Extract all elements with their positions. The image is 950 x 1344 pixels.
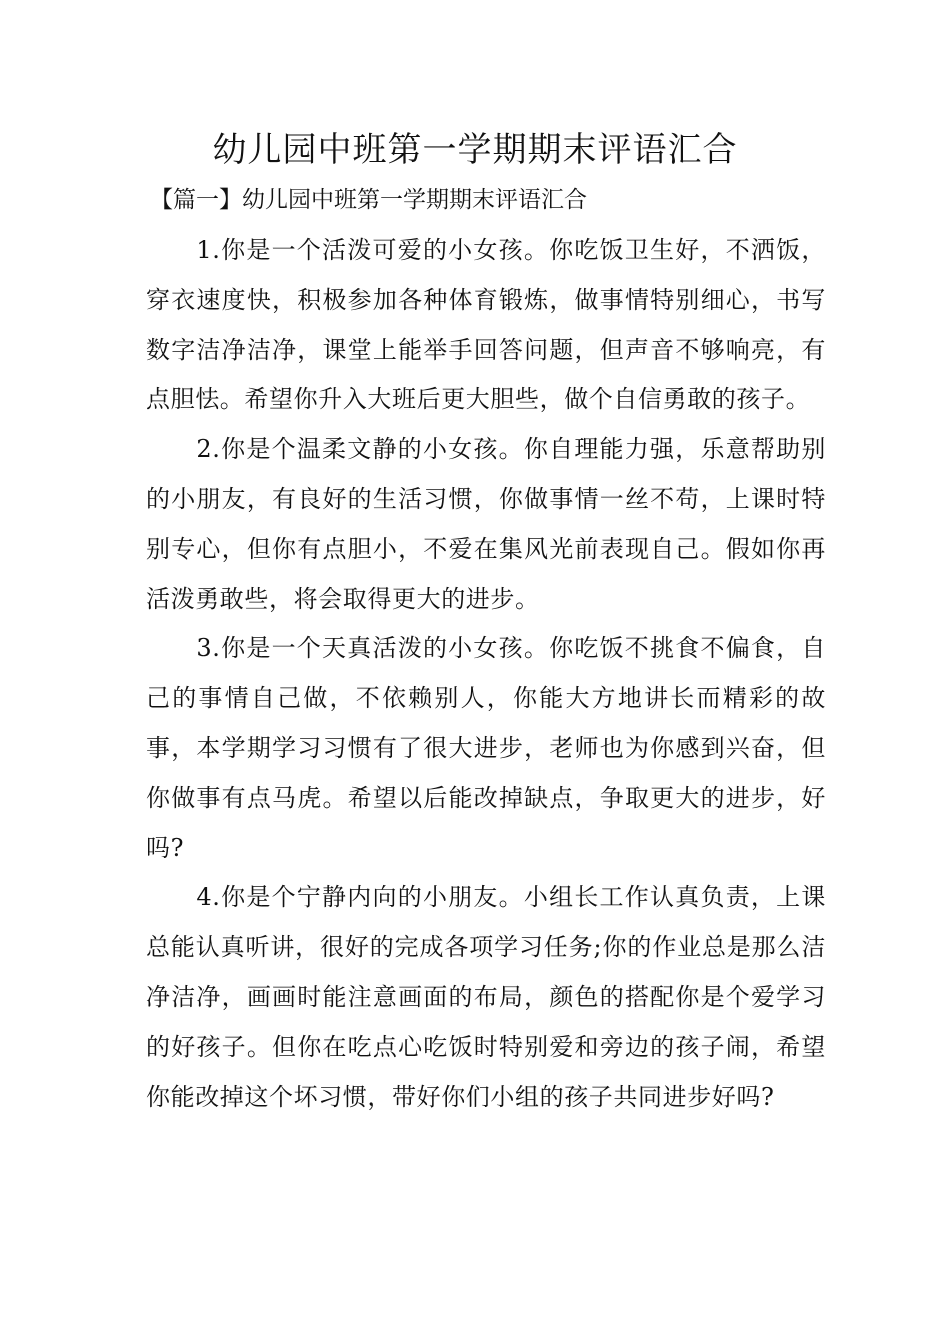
section-heading: 【篇一】幼儿园中班第一学期期末评语汇合 xyxy=(150,187,587,213)
comment-paragraph-2: 2.你是个温柔文静的小女孩。你自理能力强，乐意帮助别的小朋友，有良好的生活习惯，你做事情一丝不苟，上课时特别专心，但你有点胆小，不爱在集风光前表现自己。假如你再活泼勇敢些，将会取得更大的进步。 xyxy=(146,435,826,613)
comment-paragraph-3: 3.你是一个天真活泼的小女孩。你吃饭不挑食不偏食，自己的事情自己做，不依赖别人，你能大方地讲长而精彩的故事，本学期学习习惯有了很大进步，老师也为你感到兴奋，但你做事有点马虎。希望以后能改掉缺点，争取更大的进步，好吗? xyxy=(146,634,826,862)
comment-paragraph-4: 4.你是个宁静内向的小朋友。小组长工作认真负责，上课总能认真听讲，很好的完成各项学习任务;你的作业总是那么洁净洁净，画画时能注意画面的布局，颜色的搭配你是个爱学习的好孩子。但你在吃点心吃饭时特别爱和旁边的孩子闹，希望你能改掉这个坏习惯，带好你们小组的孩子共同进步好吗? xyxy=(146,883,826,1111)
document-title: 幼儿园中班第一学期期末评语汇合 xyxy=(212,130,738,170)
comments-body xyxy=(146,226,826,1122)
comment-paragraph-1: 1.你是一个活泼可爱的小女孩。你吃饭卫生好，不洒饭，穿衣速度快，积极参加各种体育锻炼，做事情特别细心，书写数字洁净洁净，课堂上能举手回答问题，但声音不够响亮，有点胆怯。希望你升入大班后更大胆些，做个自信勇敢的孩子。 xyxy=(146,236,826,414)
